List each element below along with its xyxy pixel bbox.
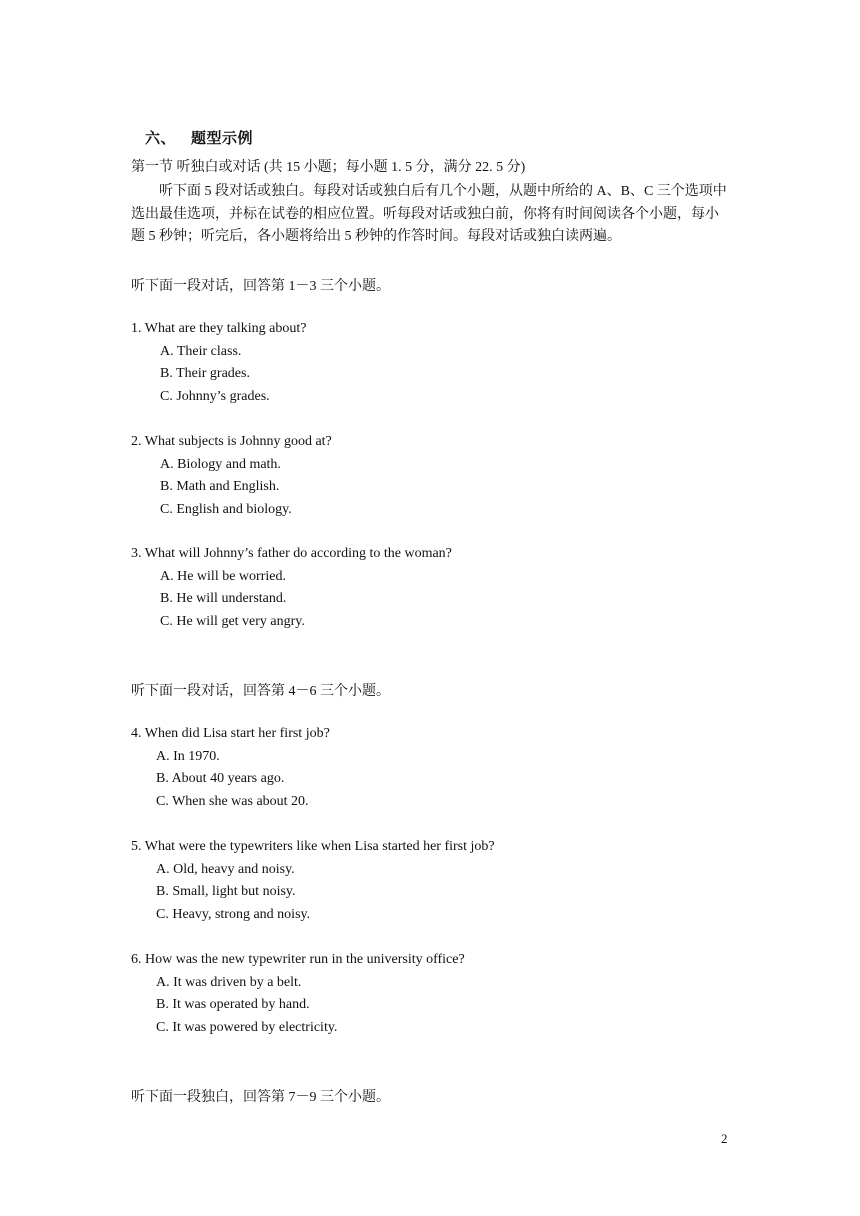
question-stem: 6. How was the new typewriter run in the university office? — [131, 952, 465, 967]
option-b: B. It was operated by hand. — [156, 997, 310, 1012]
question-4 — [131, 723, 330, 813]
prompt-3: 听下面一段独白，回答第 7－9 三个小题。 — [131, 1090, 390, 1105]
option-c: C. English and biology. — [160, 501, 292, 517]
option-a: A. Biology and math. — [160, 456, 281, 472]
option-a: A. Their class. — [160, 343, 242, 359]
option-c: C. He will get very angry. — [160, 613, 305, 629]
option-b: B. Small, light but noisy. — [156, 884, 296, 899]
option-a: A. He will be worried. — [160, 568, 286, 584]
section-number: 六、 — [145, 129, 177, 147]
option-a: A. Old, heavy and noisy. — [156, 861, 295, 877]
prompt-2: 听下面一段对话，回答第 4－6 三个小题。 — [131, 684, 390, 699]
instructions-paragraph — [131, 181, 731, 249]
question-3 — [131, 543, 452, 633]
question-stem: 1. What are they talking about? — [131, 321, 307, 336]
prompt-1: 听下面一段对话，回答第 1－3 三个小题。 — [131, 279, 390, 294]
section-title: 题型示例 — [191, 129, 254, 147]
option-c: C. Johnny’s grades. — [160, 388, 270, 404]
question-stem: 2. What subjects is Johnny good at? — [131, 434, 332, 449]
question-stem: 4. When did Lisa start her first job? — [131, 726, 330, 741]
option-a: A. It was driven by a belt. — [156, 974, 302, 990]
instructions-text: 听下面 5 段对话或独白。每段对话或独白后有几个小题，从题中所给的 A、B、C 三个选项中选出最佳选项，并标在试卷的相应位置。听每段对话或独白前，你将有时间阅读各个小题，每小题 5 秒钟；听完后，各小题将给出 5 秒钟的作答时间。每段对话或独白读两遍。 — [131, 184, 727, 244]
question-1 — [131, 318, 306, 408]
question-5 — [131, 836, 495, 926]
part-title: 第一节 听独白或对话 (共 15 小题；每小题 1. 5 分，满分 22. 5 分) — [131, 160, 526, 175]
option-b: B. He will understand. — [160, 591, 287, 606]
option-b: B. Math and English. — [160, 479, 280, 494]
option-c: C. Heavy, strong and noisy. — [156, 906, 311, 922]
option-b: B. Their grades. — [160, 366, 250, 381]
question-6 — [131, 949, 465, 1039]
question-stem: 3. What will Johnny’s father do according to the woman? — [131, 546, 452, 561]
option-c: C. It was powered by electricity. — [156, 1019, 338, 1035]
option-a: A. In 1970. — [156, 748, 220, 764]
section-heading — [145, 127, 253, 148]
option-c: C. When she was about 20. — [156, 793, 309, 809]
option-b: B. About 40 years ago. — [156, 771, 285, 786]
question-2 — [131, 431, 332, 521]
question-stem: 5. What were the typewriters like when Lisa started her first job? — [131, 839, 495, 854]
page-number: 2 — [721, 1131, 728, 1146]
